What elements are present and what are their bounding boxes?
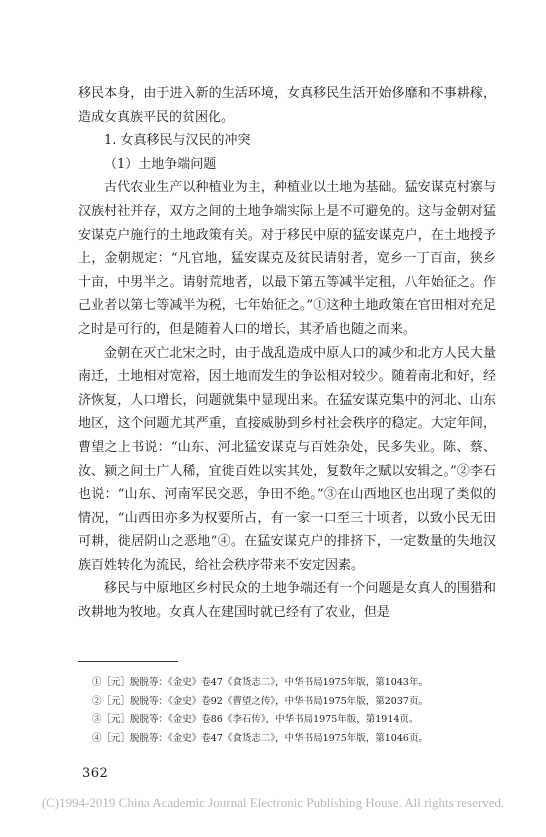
footnotes	[92, 674, 496, 748]
page-number: 362	[82, 766, 109, 781]
footnote-1: ①［元］脱脱等：《金史》卷47《食货志二》，中华书局1975年版，第1043年。	[92, 677, 428, 688]
paragraph-intro: 移民本身，由于进入新的生活环境，女真移民生活开始侈靡和不事耕稼，造成女真族平民的贫困化。	[78, 86, 496, 125]
subsection-heading: （1）土地争端问题	[104, 156, 217, 172]
body-text	[78, 82, 496, 625]
paragraph-hunting: 移民与中原地区乡村民众的土地争端还有一个问题是女真人的围猎和改耕地为牧地。女真人在建国时就已经有了农业，但是	[78, 581, 496, 621]
footnote-3: ③［元］脱脱等：《金史》卷86《李石传》，中华书局1975年版，第1914页。	[92, 714, 419, 725]
footnote-divider	[78, 661, 178, 662]
copyright-watermark: (C)1994-2019 China Academic Journal Electronic Publishing House. All rights reserved.	[41, 795, 505, 810]
footnote-2: ②［元］脱脱等：《金史》卷92《曹望之传》，中华书局1975年版，第2037页。	[92, 695, 428, 707]
section-heading: 1. 女真移民与汉民的冲突	[104, 133, 251, 149]
footnote-4: ④［元］脱脱等：《金史》卷47《食货志二》，中华书局1975年版，第1046页。	[92, 732, 428, 744]
paragraph-land-policy: 古代农业生产以种植业为主，种植业以土地为基础。猛安谋克村寨与汉族村社并存，双方之间的土地争端实际上是不可避免的。这与金朝对猛安谋克户施行的土地政策有关。对于移民中原的猛安谋克户，在土地授予上，金朝规定：“凡官地，猛安谋克及贫民请射者，宽乡一丁百亩，狭乡十亩，中男半之。请射荒地者，以最下第五等减半定租，八年始征之。作己业者以第七等减半为税，七年始征之。”①这种土地政策在官田相对充足之时是可行的，但是随着人口的增长，其矛盾也随之而来。	[78, 180, 496, 337]
paragraph-land-dispute: 金朝在灭亡北宋之时，由于战乱造成中原人口的减少和北方人民大量南迁，土地相对宽裕，因土地而发生的争讼相对较少。随着南北和好，经济恢复，人口增长，问题就集中显现出来。在猛安谋克集中的河北、山东地区，这个问题尤其严重，直接威胁到乡村社会秩序的稳定。大定年间，曹望之上书说：“山东、河北猛安谋克与百姓杂处，民多失业。陈、蔡、汝、颍之间土广人稀，宜徙百姓以实其处，复数年之赋以安辑之。”②李石也说：“山东、河南军民交恶，争田不绝。”③在山西地区也出现了类似的情况，“山西田亦多为权要所占，有一家一口至三十顷者，以致小民无田可耕，徙居阴山之恶地”④。在猛安谋克户的排挤下，一定数量的失地汉族百姓转化为流民，给社会秩序带来不安定因素。	[78, 345, 496, 573]
